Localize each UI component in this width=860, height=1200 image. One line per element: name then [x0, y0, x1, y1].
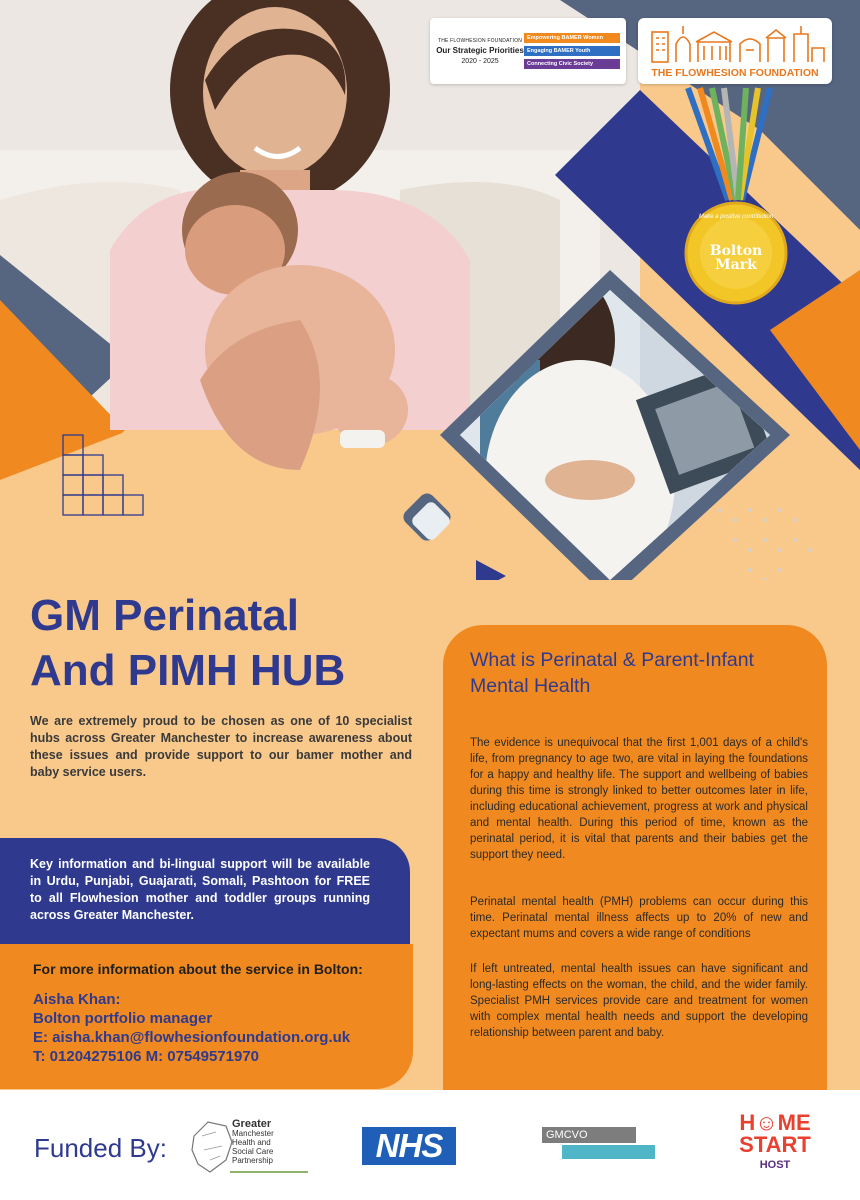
- strategy-title: Our Strategic Priorities: [436, 45, 524, 55]
- title-line-1: GM Perinatal: [30, 591, 299, 640]
- support-text: Key information and bi-lingual support will be available in Urdu, Punjabi, Guajarati, Somali, Pashtoon for FREE to all Flowhesion mother and toddler groups running across Greater Manchester.: [30, 857, 370, 922]
- medal-ring-text: Make a positive contribution: [698, 214, 774, 220]
- priority-youth: Engaging BAMER Youth: [524, 46, 620, 56]
- gm-line-5: Partnership: [232, 1156, 273, 1165]
- city-skyline-icon: [638, 20, 832, 70]
- home-start-logo: [730, 1112, 820, 1172]
- nhs-logo: NHS: [362, 1127, 456, 1165]
- priority-women: Empowering BAMER Women: [524, 33, 620, 43]
- medal-line-1: Bolton: [709, 243, 763, 259]
- foundation-logo: [638, 18, 832, 84]
- info-paragraph-3: If left untreated, mental health issues can have significant and long-lasting effects on the woman, the child, and the wider family. Specialist PMH services provide care and treatment for women with complex mental health needs and support the developing relationship between parent and baby.: [470, 963, 808, 1039]
- gm-line-3: Health and: [232, 1138, 271, 1147]
- contact-email[interactable]: E: aisha.khan@flowhesionfoundation.org.uk: [33, 1029, 351, 1046]
- foundation-name: THE FLOWHESION FOUNDATION: [651, 67, 819, 79]
- page-title: [30, 588, 430, 698]
- strategic-priorities-card: [430, 18, 626, 84]
- contact-role: Bolton portfolio manager: [33, 1010, 213, 1027]
- contact-phone[interactable]: T: 01204275106 M: 07549571970: [33, 1048, 260, 1065]
- contact-name: Aisha Khan:: [33, 991, 121, 1008]
- gmcvo-bar: [562, 1145, 655, 1159]
- gm-line-1: Greater: [232, 1118, 272, 1130]
- priority-civic: Connecting Civic Society: [524, 59, 620, 69]
- funded-by-label: Funded By:: [34, 1133, 167, 1163]
- strategy-org: THE FLOWHESION FOUNDATION: [437, 37, 523, 44]
- medal-line-2: Mark: [715, 257, 757, 273]
- intro-text: We are extremely proud to be chosen as one of 10 specialist hubs across Greater Manchester to increase awareness about these issues and provide support to our bamer mother and baby service users.: [30, 714, 412, 779]
- gm-partnership-logo: [232, 1120, 310, 1165]
- homestart-line-2: START: [739, 1132, 811, 1157]
- strategy-years: 2020 - 2025: [461, 57, 499, 65]
- info-paragraph-2: Perinatal mental health (PMH) problems can occur during this time. Perinatal mental illness affects up to 20% of new and expectant mums and covers a wide range of conditions: [470, 896, 808, 940]
- gm-line-2: Manchester: [232, 1129, 274, 1138]
- contact-details: [33, 990, 413, 1066]
- homestart-host: HOST: [759, 1159, 791, 1171]
- contact-heading: For more information about the service in Bolton:: [33, 961, 363, 977]
- bolton-mark-medal: [696, 244, 776, 272]
- gmcvo-logo: GMCVO: [542, 1127, 636, 1143]
- title-line-2: And PIMH HUB: [30, 646, 346, 695]
- info-paragraph-1: The evidence is unequivocal that the first 1,001 days of a child's life, from pregnancy to age two, are vital in laying the foundations for a happy and healthy life. The support and wellbeing of babies during this time is strongly linked to better outcomes later in life, including educational achievement, progress at work and physical and mental health. During this period of time, known as the perinatal period, it is vital that parents and their babies get the support they need.: [470, 737, 808, 861]
- gm-line-4: Social Care: [232, 1147, 274, 1156]
- hero-illustration: [0, 0, 860, 580]
- homestart-line-1: H☺ME: [739, 1110, 811, 1135]
- info-title: What is Perinatal & Parent-Infant Mental Health: [470, 649, 754, 697]
